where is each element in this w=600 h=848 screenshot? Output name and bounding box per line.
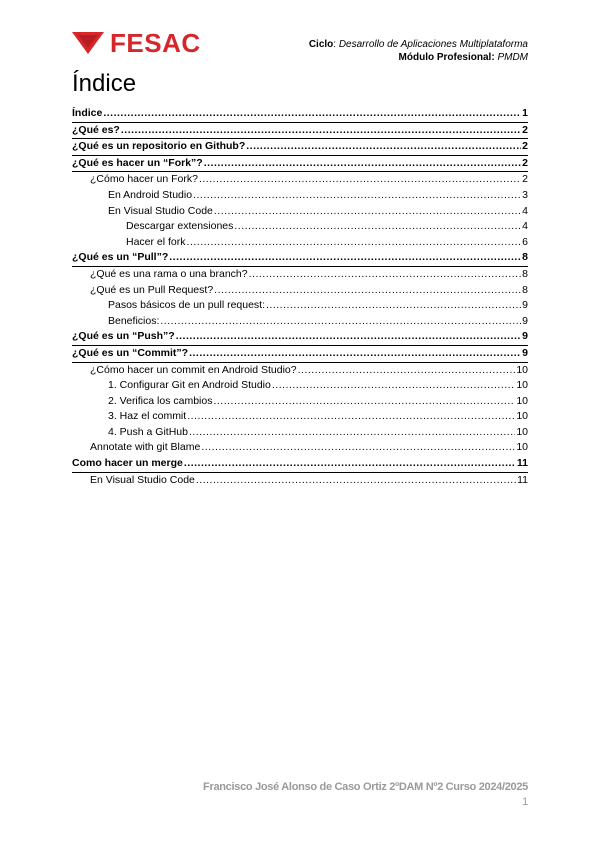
toc-entry-text: Hacer el fork xyxy=(126,235,186,248)
toc-entry[interactable] xyxy=(72,378,528,394)
toc-entry[interactable] xyxy=(72,283,528,299)
toc-leader-dots xyxy=(204,156,521,172)
toc-entry-page: 9 xyxy=(522,314,528,327)
toc-leader-dots xyxy=(213,394,515,410)
modulo-label: Módulo Profesional: xyxy=(398,52,495,63)
toc-entry-text: 3. Haz el commit xyxy=(108,410,187,423)
toc-entry-page: 10 xyxy=(516,425,528,438)
toc-entry-text: ¿Cómo hacer un Fork? xyxy=(90,173,198,186)
ciclo-line: Ciclo: Desarrollo de Aplicaciones Multiplataforma xyxy=(308,39,528,50)
toc-entry[interactable] xyxy=(72,172,528,188)
toc-entry-page: 4 xyxy=(522,220,528,233)
toc-entry-text: 4. Push a GitHub xyxy=(108,425,188,438)
toc-entry-page: 2 xyxy=(522,156,528,169)
toc-entry-page: 6 xyxy=(522,235,528,248)
toc-leader-dots xyxy=(103,106,521,122)
toc-entry[interactable] xyxy=(72,156,528,173)
toc-entry-text: Descargar extensiones xyxy=(126,220,234,233)
toc-entry[interactable] xyxy=(72,188,528,204)
toc-entry-text: Pasos básicos de un pull request: xyxy=(108,299,266,312)
toc-entry-text: ¿Qué es un “Commit”? xyxy=(72,346,189,359)
toc-entry-page: 11 xyxy=(516,457,528,470)
toc-entry[interactable] xyxy=(72,346,528,363)
toc-entry-page: 10 xyxy=(516,394,528,407)
toc-entry-text: ¿Qué es un “Pull”? xyxy=(72,251,169,264)
toc-entry[interactable] xyxy=(72,267,528,283)
toc-entry-text: Como hacer un merge xyxy=(72,457,183,470)
toc-leader-dots xyxy=(189,425,515,441)
toc-entry-page: 2 xyxy=(522,123,528,136)
toc-leader-dots xyxy=(234,219,521,235)
toc-entry-text: ¿Qué es una rama o una branch? xyxy=(90,267,248,280)
toc-entry[interactable] xyxy=(72,139,528,156)
toc-leader-dots xyxy=(214,283,521,299)
toc-entry-page: 1 xyxy=(522,107,528,119)
toc-leader-dots xyxy=(121,123,521,139)
page-footer xyxy=(203,780,528,810)
modulo-value: PMDM xyxy=(497,52,528,63)
toc-entry-page: 2 xyxy=(522,140,528,153)
toc-entry-text: Índice xyxy=(72,107,103,119)
toc-entry-text: ¿Qué es hacer un “Fork”? xyxy=(72,156,203,169)
ciclo-value: Desarrollo de Aplicaciones Multiplataforma xyxy=(338,39,528,50)
toc-entry-page: 4 xyxy=(522,204,528,217)
toc-entry[interactable] xyxy=(72,425,528,441)
toc-leader-dots xyxy=(187,235,522,251)
footer-page-number: 1 xyxy=(522,796,528,808)
toc-entry-text: 1. Configurar Git en Android Studio xyxy=(108,379,271,392)
toc-entry-page: 9 xyxy=(522,299,528,312)
table-of-contents xyxy=(72,106,528,488)
toc-leader-dots xyxy=(184,456,516,472)
toc-leader-dots xyxy=(196,473,516,489)
toc-entry-text: ¿Qué es? xyxy=(72,123,120,136)
toc-leader-dots xyxy=(187,409,515,425)
toc-entry-page: 10 xyxy=(516,410,528,423)
toc-entry-text: ¿Cómo hacer un commit en Android Studio? xyxy=(90,363,297,376)
toc-entry[interactable] xyxy=(72,394,528,410)
footer-author: Francisco José Alonso de Caso Ortiz 2ºDAM Nº2 Curso 2024/2025 xyxy=(203,781,528,793)
toc-leader-dots xyxy=(199,172,521,188)
modulo-line xyxy=(309,51,528,64)
toc-leader-dots xyxy=(266,298,521,314)
toc-entry[interactable] xyxy=(72,219,528,235)
toc-entry-page: 8 xyxy=(522,267,528,280)
toc-entry[interactable] xyxy=(72,204,528,220)
toc-leader-dots xyxy=(249,267,522,283)
toc-entry-text: Beneficios: xyxy=(108,314,160,327)
toc-entry-page: 10 xyxy=(516,441,528,454)
toc-leader-dots xyxy=(176,329,521,345)
toc-entry[interactable] xyxy=(72,123,528,140)
toc-entry-page: 8 xyxy=(522,251,528,264)
toc-entry-page: 8 xyxy=(522,283,528,296)
toc-leader-dots xyxy=(193,188,521,204)
fesac-logo-icon xyxy=(72,32,104,54)
toc-entry-page: 3 xyxy=(522,188,528,201)
toc-entry[interactable] xyxy=(72,409,528,425)
toc-leader-dots xyxy=(214,204,521,220)
toc-entry-text: 2. Verifica los cambios xyxy=(108,394,213,407)
toc-leader-dots xyxy=(160,314,521,330)
toc-leader-dots xyxy=(298,363,516,379)
logo-text: FESAC xyxy=(110,28,201,58)
toc-entry[interactable] xyxy=(72,106,528,123)
toc-leader-dots xyxy=(189,346,521,362)
toc-entry-text: ¿Qué es un “Push”? xyxy=(72,330,175,343)
fesac-logo xyxy=(72,30,201,56)
toc-leader-dots xyxy=(201,440,515,456)
page-title: Índice xyxy=(72,70,137,97)
toc-entry[interactable] xyxy=(72,298,528,314)
toc-entry[interactable] xyxy=(72,329,528,346)
toc-entry-page: 10 xyxy=(516,363,528,376)
toc-entry-text: En Android Studio xyxy=(108,188,193,201)
ciclo-label: Ciclo xyxy=(308,39,334,50)
toc-entry-text: En Visual Studio Code xyxy=(90,473,195,486)
toc-entry[interactable] xyxy=(72,314,528,330)
toc-leader-dots xyxy=(246,139,521,155)
course-header xyxy=(309,38,528,64)
toc-entry-page: 9 xyxy=(522,330,528,343)
toc-leader-dots xyxy=(272,378,515,394)
toc-entry-page: 10 xyxy=(516,379,528,392)
toc-entry[interactable] xyxy=(72,440,528,456)
toc-entry-page: 9 xyxy=(522,346,528,359)
toc-entry[interactable] xyxy=(72,456,528,473)
toc-leader-dots xyxy=(169,250,521,266)
toc-entry-page: 11 xyxy=(517,473,528,486)
toc-entry-text: ¿Qué es un repositorio en Github? xyxy=(72,140,246,153)
toc-entry[interactable] xyxy=(72,235,528,251)
toc-entry-text: Annotate with git Blame xyxy=(90,441,201,454)
toc-entry[interactable] xyxy=(72,250,528,267)
toc-entry-page: 2 xyxy=(522,173,528,186)
toc-entry[interactable] xyxy=(72,473,528,489)
toc-entry-text: En Visual Studio Code xyxy=(108,204,213,217)
toc-entry-text: ¿Qué es un Pull Request? xyxy=(90,283,214,296)
toc-entry[interactable] xyxy=(72,363,528,379)
